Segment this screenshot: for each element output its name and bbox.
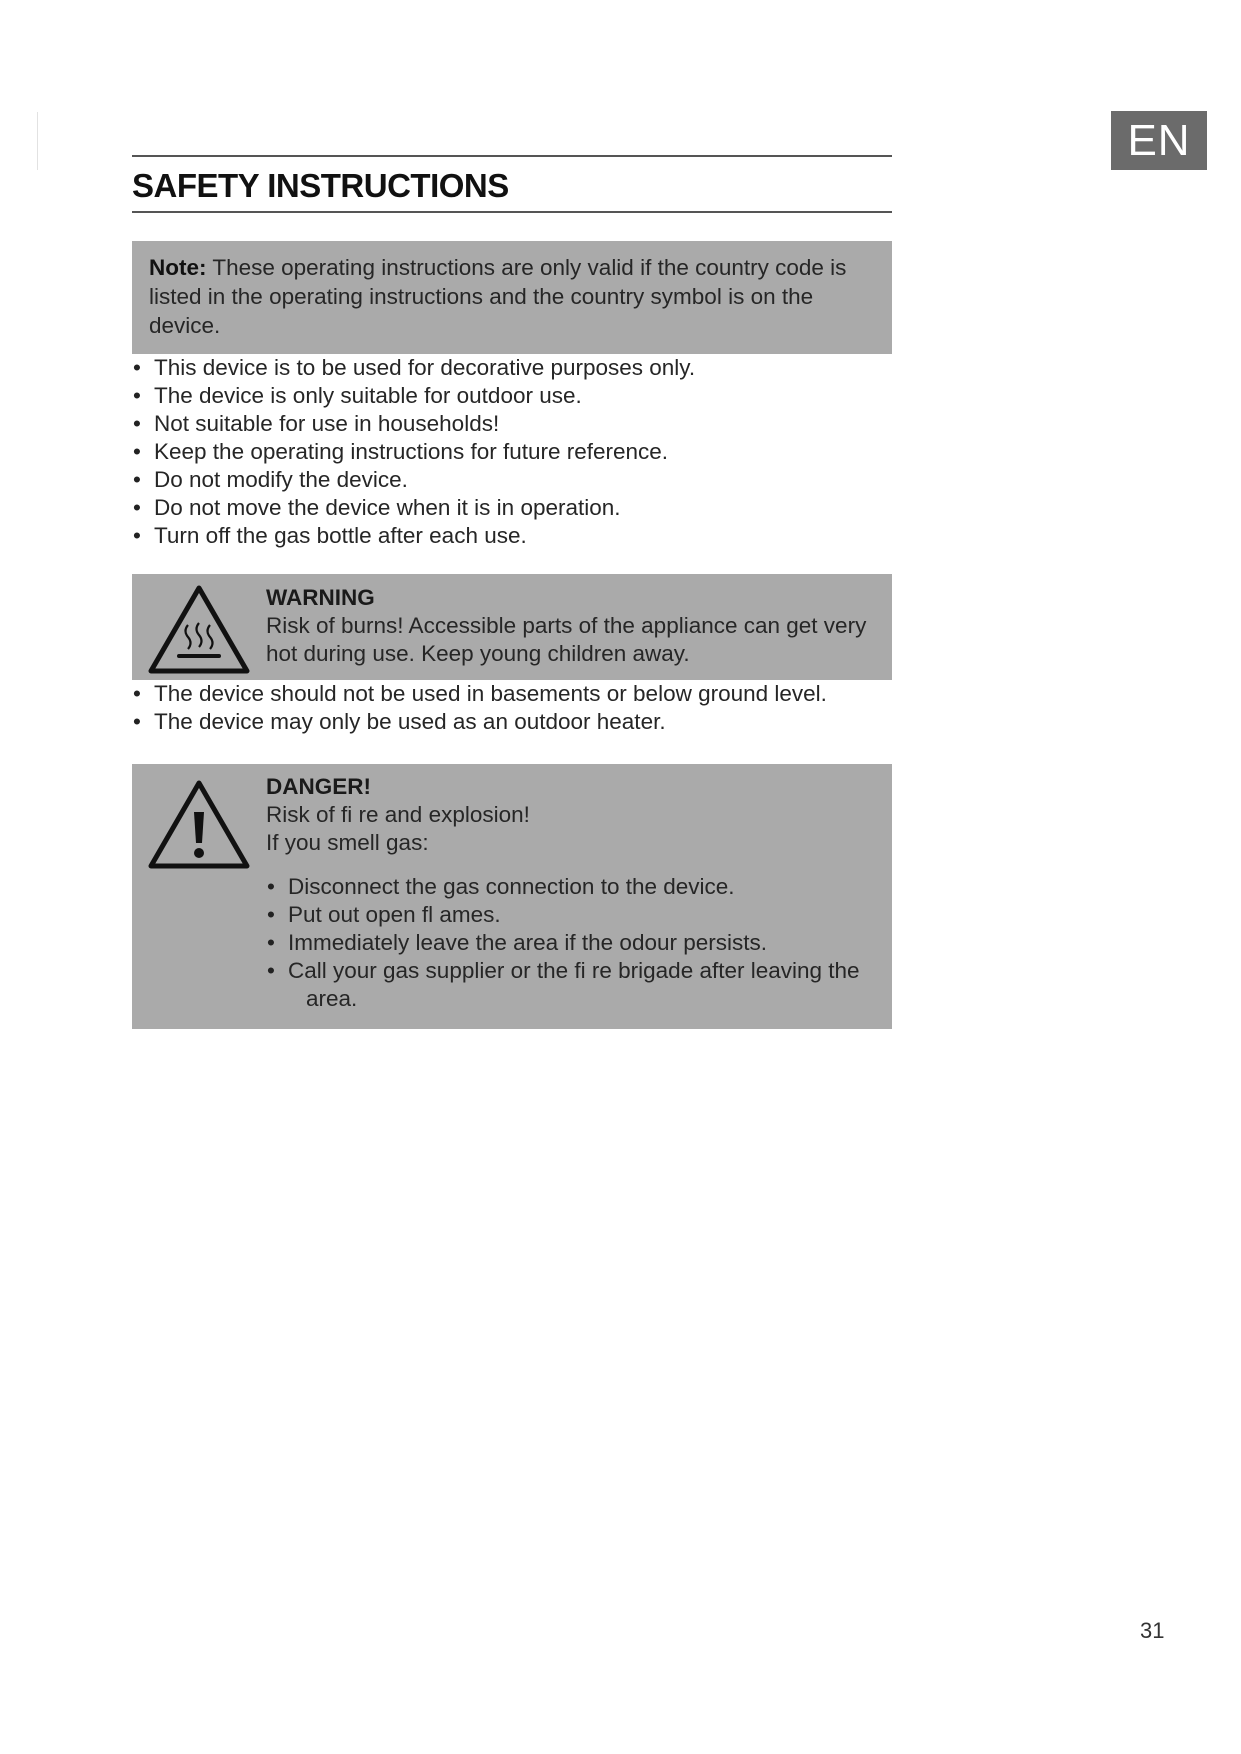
list-item: • Do not modify the device. bbox=[132, 466, 892, 494]
gas-smell-list bbox=[266, 873, 872, 1013]
location-safety-list bbox=[132, 680, 892, 736]
list-item: • The device may only be used as an outdoor heater. bbox=[132, 708, 892, 736]
list-item: • Put out open fl ames. bbox=[266, 901, 872, 929]
danger-line-2: If you smell gas: bbox=[266, 830, 429, 855]
title-rule-top bbox=[132, 155, 892, 157]
danger-line-1: Risk of fi re and explosion! bbox=[266, 802, 530, 827]
note-label: Note: bbox=[149, 255, 207, 280]
exclamation-warning-icon bbox=[146, 778, 252, 874]
warning-text: Risk of burns! Accessible parts of the appliance can get very hot during use. Keep young children away. bbox=[266, 613, 867, 666]
note-box bbox=[132, 241, 892, 354]
list-item: • The device is only suitable for outdoor use. bbox=[132, 382, 892, 410]
list-item: • This device is to be used for decorative purposes only. bbox=[132, 354, 892, 382]
safety-section bbox=[132, 155, 892, 1029]
warning-box bbox=[132, 574, 892, 680]
language-tab: EN bbox=[1111, 111, 1207, 170]
title-rule-bottom bbox=[132, 211, 892, 213]
list-item: • Turn off the gas bottle after each use. bbox=[132, 522, 892, 550]
list-item: • Disconnect the gas connection to the device. bbox=[266, 873, 872, 901]
list-item: • Immediately leave the area if the odour persists. bbox=[266, 929, 872, 957]
general-safety-list bbox=[132, 354, 892, 550]
list-item: • The device should not be used in basements or below ground level. bbox=[132, 680, 892, 708]
margin-mark bbox=[37, 112, 38, 170]
note-text: These operating instructions are only valid if the country code is listed in the operating instructions and the country symbol is on the device. bbox=[149, 255, 847, 338]
list-item bbox=[266, 957, 872, 1013]
list-item-text: Call your gas supplier or the fi re brigade after leaving the bbox=[288, 958, 860, 983]
list-item: • Not suitable for use in households! bbox=[132, 410, 892, 438]
list-item: • Do not move the device when it is in operation. bbox=[132, 494, 892, 522]
danger-heading: DANGER! bbox=[266, 774, 371, 799]
list-item-text-continued: area. bbox=[306, 986, 358, 1011]
danger-box bbox=[132, 764, 892, 1029]
list-item: • Keep the operating instructions for future reference. bbox=[132, 438, 892, 466]
page-number: 31 bbox=[1140, 1618, 1165, 1643]
warning-heading: WARNING bbox=[266, 585, 375, 610]
page-title: SAFETY INSTRUCTIONS bbox=[132, 167, 509, 204]
hot-surface-warning-icon bbox=[146, 583, 252, 679]
